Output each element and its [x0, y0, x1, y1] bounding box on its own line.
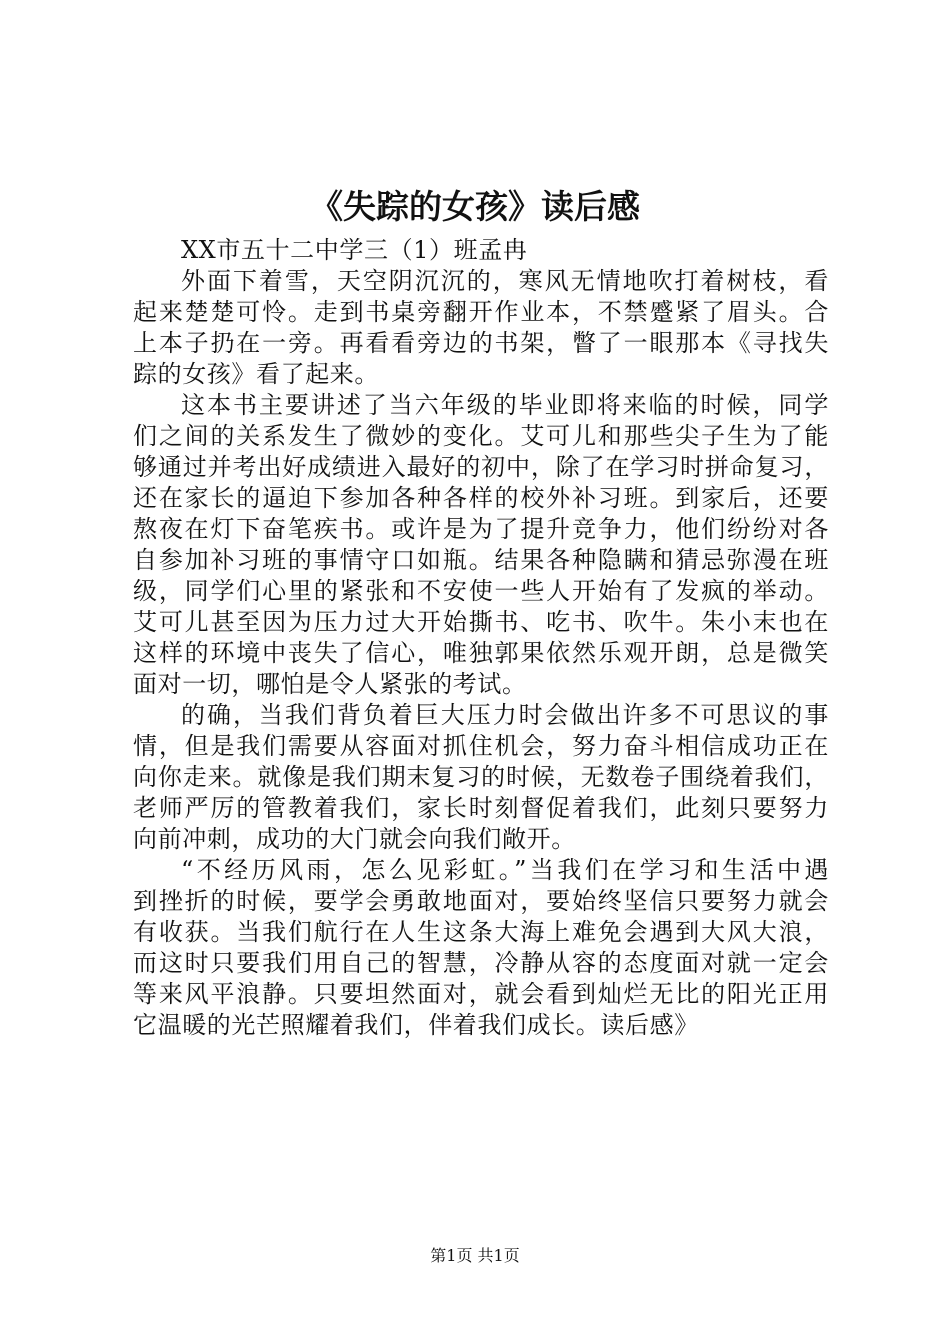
text-line: 踪的女孩》看了起来。 — [133, 360, 379, 388]
text-line: 这本书主要讲述了当六年级的毕业即将来临的时候，同学 — [181, 391, 829, 419]
text-line: 面对一切，哪怕是令人紧张的考试。 — [133, 670, 527, 698]
text-line: 们之间的关系发生了微妙的变化。艾可儿和那些尖子生为了能 — [133, 422, 829, 450]
text-line: 向前冲刺，成功的大门就会向我们敞开。 — [133, 825, 576, 853]
text-line: 到挫折的时候，要学会勇敢地面对，要始终坚信只要努力就会 — [133, 887, 829, 915]
page-footer: 第1页 共1页 — [430, 1246, 520, 1265]
text-line: 起来楚楚可怜。走到书桌旁翻开作业本，不禁蹙紧了眉头。合 — [133, 298, 829, 326]
text-line: 老师严厉的管教着我们，家长时刻督促着我们，此刻只要努力 — [133, 794, 829, 822]
text-line: 有收获。当我们航行在人生这条大海上难免会遇到大风大浪， — [133, 918, 829, 946]
text-line: 上本子扔在一旁。再看看旁边的书架，瞥了一眼那本《寻找失 — [133, 329, 829, 357]
author-line: XX市五十二中学三（1）班孟冉 — [181, 236, 528, 264]
text-line: 而这时只要我们用自己的智慧，冷静从容的态度面对就一定会 — [133, 949, 829, 977]
paragraph-lines — [133, 266, 829, 1041]
text-line: 自参加补习班的事情守口如瓶。结果各种隐瞒和猜忌弥漫在班 — [133, 546, 829, 574]
text-line: “不经历风雨，怎么见彩虹。”当我们在学习和生活中遇 — [181, 856, 829, 884]
text-line: 艾可儿甚至因为压力过大开始撕书、吃书、吹牛。朱小末也在 — [133, 608, 829, 636]
text-line: 级，同学们心里的紧张和不安使一些人开始有了发疯的举动。 — [133, 577, 829, 605]
text-line: 熬夜在灯下奋笔疾书。或许是为了提升竞争力，他们纷纷对各 — [133, 515, 829, 543]
document-title: 《失踪的女孩》读后感 — [310, 187, 640, 226]
text-line: 情，但是我们需要从容面对抓住机会，努力奋斗相信成功正在 — [133, 732, 829, 760]
text-line: 这样的环境中丧失了信心，唯独郭果依然乐观开朗，总是微笑 — [133, 639, 829, 667]
text-line: 外面下着雪，天空阴沉沉的，寒风无情地吹打着树枝，看 — [181, 267, 829, 295]
text-line: 的确，当我们背负着巨大压力时会做出许多不可思议的事 — [181, 701, 829, 729]
text-line: 还在家长的逼迫下参加各种各样的校外补习班。到家后，还要 — [133, 484, 829, 512]
text-line: 等来风平浪静。只要坦然面对，就会看到灿烂无比的阳光正用 — [133, 980, 829, 1008]
text-line: 够通过并考出好成绩进入最好的初中，除了在学习时拼命复习， — [133, 453, 829, 481]
text-line: 它温暖的光芒照耀着我们，伴着我们成长。读后感》 — [133, 1011, 699, 1039]
document-body — [133, 235, 829, 1041]
text-line: 向你走来。就像是我们期末复习的时候，无数卷子围绕着我们， — [133, 763, 829, 791]
